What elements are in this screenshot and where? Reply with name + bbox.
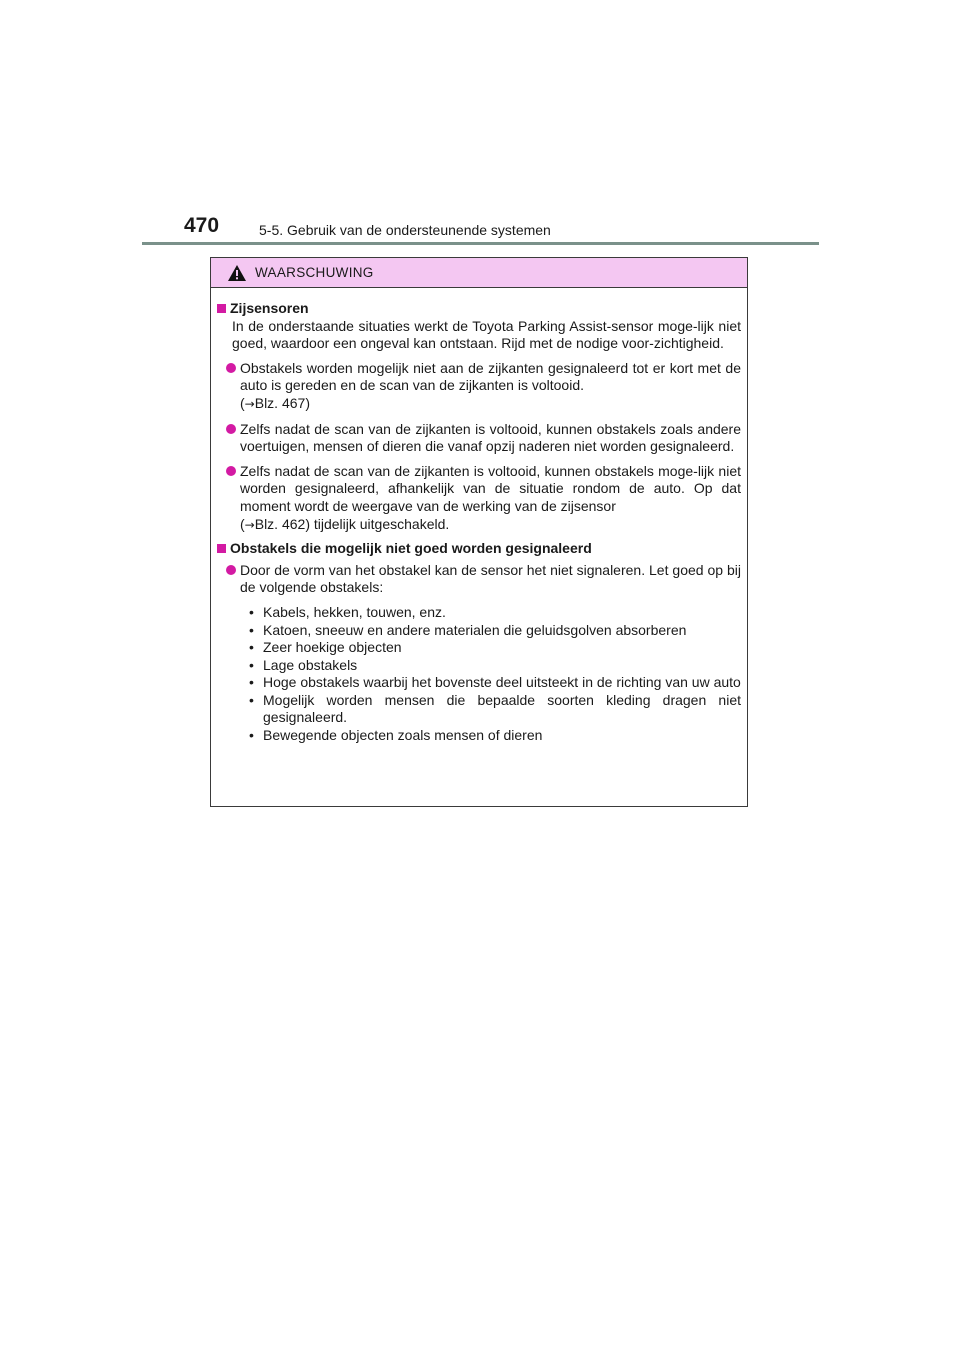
sub-list-item: • Zeer hoekige objecten [249,639,402,656]
page-number: 470 [184,214,220,237]
warning-body [211,288,747,745]
dot-bullet-icon [226,565,236,575]
square-bullet-icon [217,304,226,313]
page-reference: (→Blz. 462) tijdelijk uitgeschakeld. [240,515,450,532]
sub-list-item: • Katoen, sneeuw en andere materialen die geluidsgolven absorberen [249,621,687,638]
section-heading [217,300,741,318]
list-item [226,562,741,597]
section-heading [217,540,741,558]
arrow-icon: → [244,517,255,532]
arrow-icon: → [244,396,255,411]
sub-list-item: • Lage obstakels [249,656,358,673]
dot-bullet-icon [226,363,236,373]
warning-title: WAARSCHUWING [255,265,374,280]
list-item [226,421,741,456]
list-item [226,360,741,414]
warning-box [210,257,748,807]
sub-list-item: • Bewegende objecten zoals mensen of dieren [249,727,543,744]
bullet-text: Door de vorm van het obstakel kan de sensor het niet signaleren. Let goed op bij de volgende obstakels: [240,561,741,596]
dot-bullet-icon [226,466,236,476]
warning-triangle-icon [227,264,247,282]
page-reference: (→Blz. 467) [240,394,310,411]
header-rule [142,242,819,245]
section-heading-text: Zijsensoren [230,300,309,316]
warning-header [211,258,747,288]
bullet-text: Obstakels worden mogelijk niet aan de zijkanten gesignaleerd tot er kort met de auto is gereden en de scan van de zijkanten is voltooid. [240,359,741,394]
bullet-text: Zelfs nadat de scan van de zijkanten is voltooid, kunnen obstakels moge-lijk niet worden gesignaleerd, afhankelijk van de situatie rondom de auto. Op dat moment wordt de weergave van de werking van de zijsensor [240,462,741,514]
sub-list-item: • Hoge obstakels waarbij het bovenste deel uitsteekt in de richting van uw auto [249,674,741,691]
sub-list-item: • Kabels, hekken, touwen, enz. [249,603,446,620]
sub-list-item: • Mogelijk worden mensen die bepaalde soorten kleding dragen niet gesignaleerd. [249,691,741,726]
square-bullet-icon [217,544,226,553]
section-heading-text: Obstakels die mogelijk niet goed worden gesignaleerd [230,540,592,557]
section-intro: In de onderstaande situaties werkt de Toyota Parking Assist-sensor moge-lijk niet goed, waardoor een ongeval kan ontstaan. Rijd met de nodige voor-zichtigheid. [232,317,741,352]
section-title: 5-5. Gebruik van de ondersteunende systemen [259,222,551,238]
list-item [226,463,741,534]
bullet-text: Zelfs nadat de scan van de zijkanten is voltooid, kunnen obstakels zoals andere voertuigen, mensen of dieren die vanaf opzij naderen niet worden gesignaleerd. [240,420,741,455]
dot-bullet-icon [226,424,236,434]
sub-list [249,604,741,745]
